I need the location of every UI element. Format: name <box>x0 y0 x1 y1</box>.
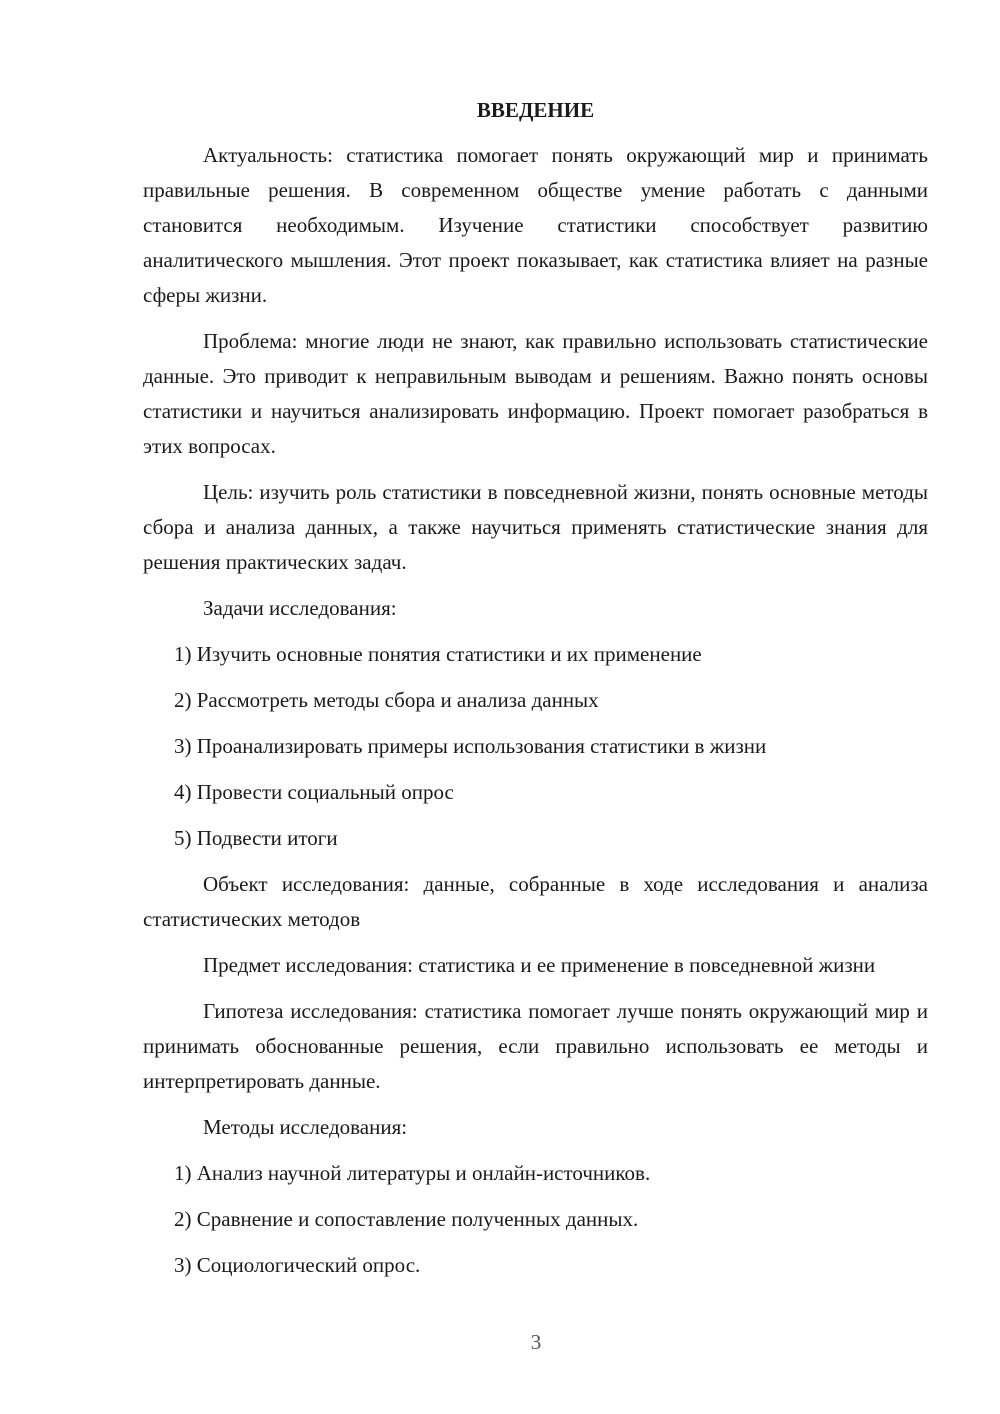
page-number: 3 <box>530 1330 542 1354</box>
list-item: 2) Сравнение и сопоставление полученных данных. <box>174 1207 639 1231</box>
list-item: 2) Рассмотреть методы сбора и анализа данных <box>174 688 599 712</box>
tasks-list <box>143 637 928 856</box>
problem-paragraph: Проблема: многие люди не знают, как правильно использовать статистические данные. Это приводит к неправильным выводам и решениям. Важно понять основы статистики и научиться анализировать информацию. Проект помогает разобраться в этих вопросах. <box>143 329 928 458</box>
object-paragraph: Объект исследования: данные, собранные в ходе исследования и анализа статистических методов <box>143 872 928 931</box>
list-item: 4) Провести социальный опрос <box>174 780 454 804</box>
methods-list <box>143 1156 928 1283</box>
hypothesis-paragraph: Гипотеза исследования: статистика помогает лучше понять окружающий мир и принимать обоснованные решения, если правильно использовать ее методы и интерпретировать данные. <box>143 999 928 1093</box>
methods-heading: Методы исследования: <box>203 1115 408 1139</box>
tasks-heading: Задачи исследования: <box>203 596 397 620</box>
list-item: 3) Проанализировать примеры использования статистики в жизни <box>174 734 767 758</box>
list-item: 1) Изучить основные понятия статистики и их применение <box>174 642 702 666</box>
subject-paragraph: Предмет исследования: статистика и ее применение в повседневной жизни <box>203 953 876 977</box>
goal-paragraph: Цель: изучить роль статистики в повседневной жизни, понять основные методы сбора и анализа данных, а также научиться применять статистические знания для решения практических задач. <box>143 480 928 574</box>
relevance-paragraph: Актуальность: статистика помогает понять окружающий мир и принимать правильные решения. В современном обществе умение работать с данными становится необходимым. Изучение статистики способствует развитию аналитического мышления. Этот проект показывает, как статистика влияет на разные сферы жизни. <box>143 143 928 307</box>
list-item: 3) Социологический опрос. <box>174 1253 421 1277</box>
section-title: ВВЕДЕНИЕ <box>476 98 595 122</box>
document-page <box>143 93 928 1294</box>
list-item: 1) Анализ научной литературы и онлайн-источников. <box>174 1161 651 1185</box>
list-item: 5) Подвести итоги <box>174 826 338 850</box>
